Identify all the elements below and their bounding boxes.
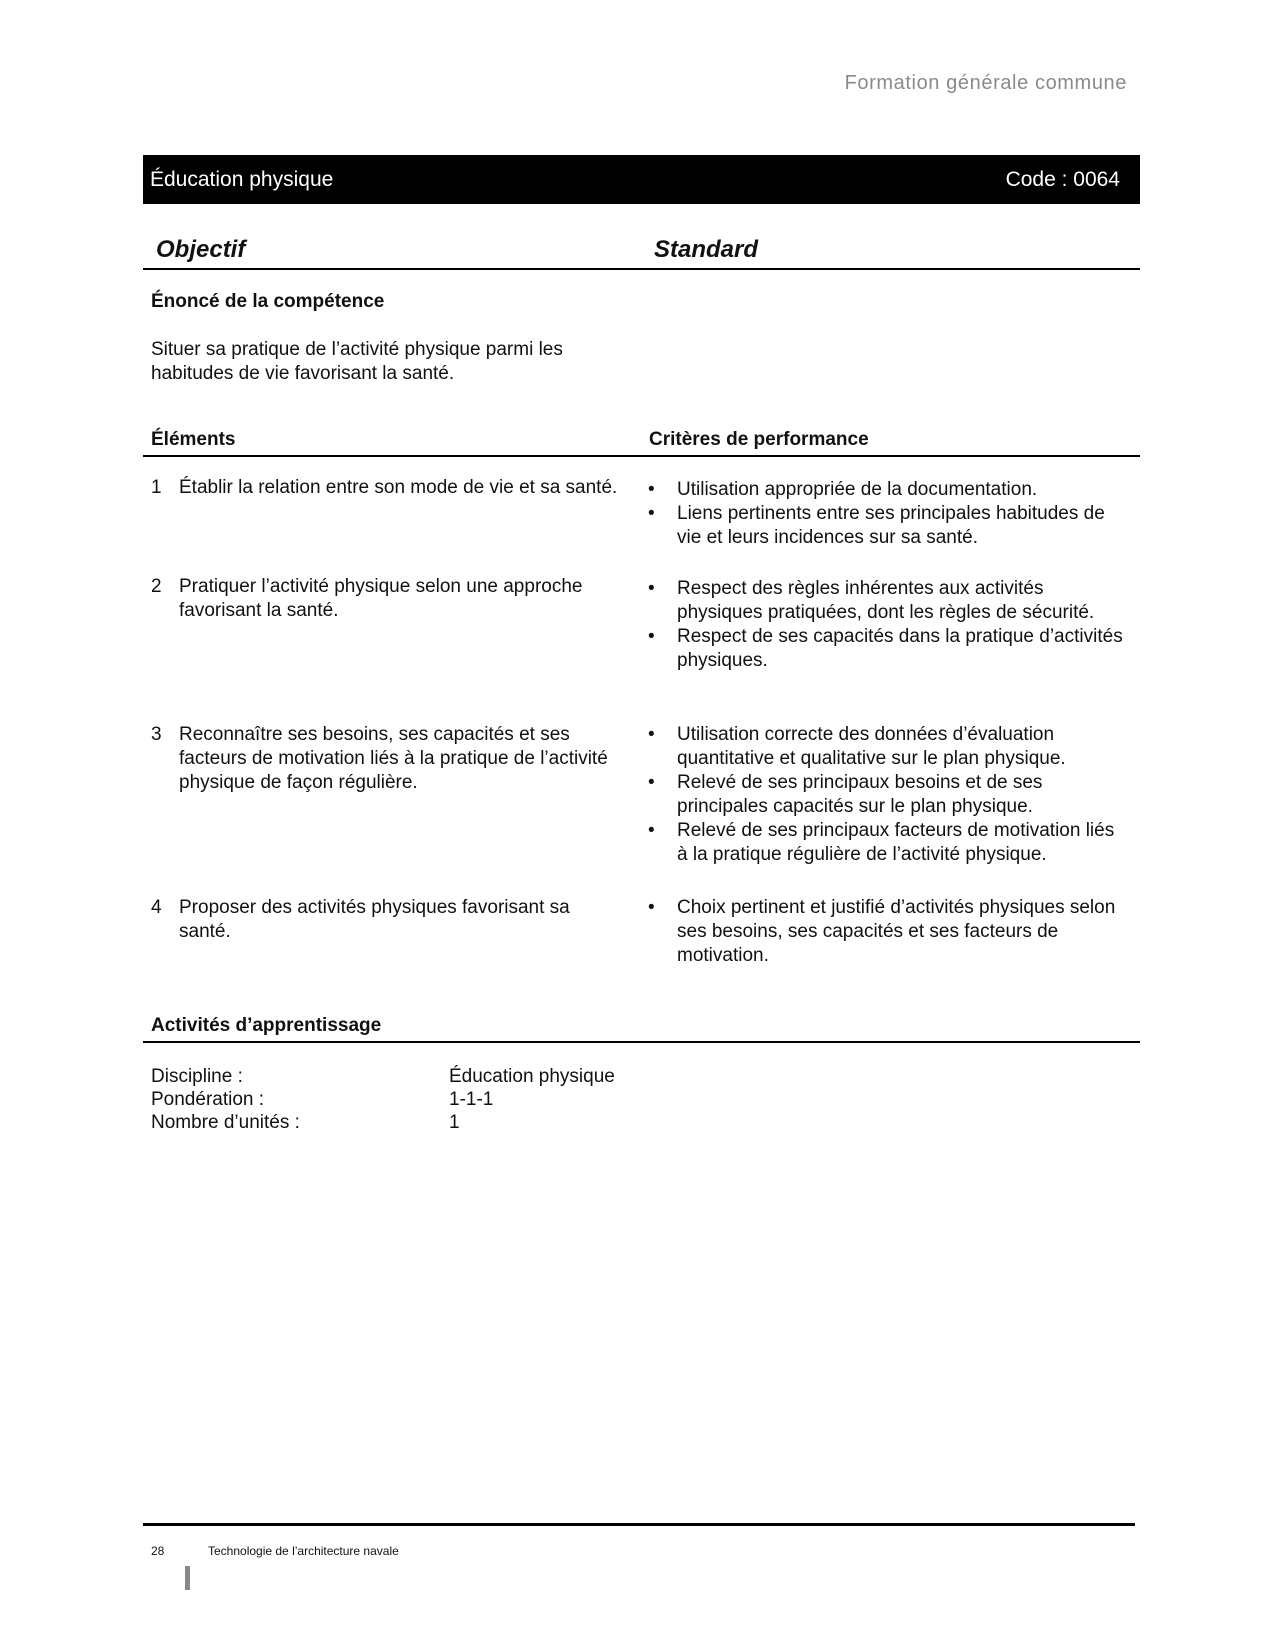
element-number: 2 — [151, 576, 162, 597]
criteria-list — [648, 896, 1128, 968]
competence-heading: Énoncé de la compétence — [151, 291, 385, 312]
criterion-item: • Relevé de ses principaux besoins et de ses principales capacités sur le plan physique. — [648, 772, 1043, 817]
criterion-item: • Relevé de ses principaux facteurs de motivation liés à la pratique régulière de l’activité physique. — [648, 820, 1115, 865]
info-label: Pondération : — [151, 1089, 265, 1110]
element-number: 3 — [151, 724, 162, 745]
criteria-list — [648, 577, 1128, 673]
bullet-icon: • — [648, 820, 655, 841]
criterion-item: • Liens pertinents entre ses principales habitudes de vie et leurs incidences sur sa santé. — [648, 503, 1105, 548]
info-label: Nombre d’unités : — [151, 1112, 300, 1133]
bullet-icon: • — [648, 724, 655, 745]
standard-heading: Standard — [654, 236, 759, 263]
objective-heading: Objectif — [156, 236, 246, 263]
learning-activities-heading: Activités d’apprentissage — [151, 1015, 382, 1036]
course-title: Éducation physique — [150, 167, 334, 191]
bullet-icon: • — [648, 578, 655, 599]
element-number: 1 — [151, 477, 162, 498]
info-value: 1 — [449, 1112, 460, 1133]
bullet-icon: • — [648, 503, 655, 524]
footer-margin-mark — [185, 1566, 190, 1590]
info-value: 1-1-1 — [449, 1089, 494, 1110]
element-text: Pratiquer l’activité physique selon une approche favorisant la santé. — [179, 576, 583, 621]
criteria-list — [648, 478, 1128, 550]
info-value: Éducation physique — [449, 1066, 615, 1087]
elements-heading: Éléments — [151, 429, 236, 450]
bullet-icon: • — [648, 772, 655, 793]
criterion-item: • Choix pertinent et justifié d’activités physiques selon ses besoins, ses capacités et ses facteurs de motivation. — [648, 897, 1116, 966]
page-number: 28 — [151, 1544, 165, 1558]
bullet-icon: • — [648, 479, 655, 500]
element-text: Reconnaître ses besoins, ses capacités et ses facteurs de motivation liés à la pratique de l’activité physique de façon régulière. — [179, 724, 608, 793]
info-label: Discipline : — [151, 1066, 243, 1087]
bullet-icon: • — [648, 626, 655, 647]
learning-activities-header — [143, 1006, 1140, 1043]
running-header: Formation générale commune — [844, 72, 1127, 94]
course-code: Code : 0064 — [1005, 167, 1120, 191]
element-number: 4 — [151, 897, 162, 918]
criterion-item: • Utilisation appropriée de la documentation. — [648, 479, 1038, 500]
competence-text: Situer sa pratique de l’activité physique parmi les habitudes de vie favorisant la santé. — [151, 339, 563, 384]
element-text: Établir la relation entre son mode de vie et sa santé. — [179, 477, 618, 498]
criteria-list — [648, 723, 1128, 867]
criterion-item: • Respect des règles inhérentes aux activités physiques pratiquées, dont les règles de sécurité. — [648, 578, 1095, 623]
criterion-item: • Respect de ses capacités dans la pratique d’activités physiques. — [648, 626, 1123, 671]
footer-rule — [143, 1523, 1135, 1526]
objective-standard-header — [143, 230, 1140, 270]
elements-criteria-header — [143, 420, 1140, 457]
course-title-bar — [143, 155, 1140, 204]
bullet-icon: • — [648, 897, 655, 918]
criteria-heading: Critères de performance — [649, 429, 869, 450]
footer-program-title: Technologie de l’architecture navale — [208, 1544, 399, 1558]
criterion-item: • Utilisation correcte des données d’évaluation quantitative et qualitative sur le plan physique. — [648, 724, 1066, 769]
element-text: Proposer des activités physiques favorisant sa santé. — [179, 897, 570, 942]
